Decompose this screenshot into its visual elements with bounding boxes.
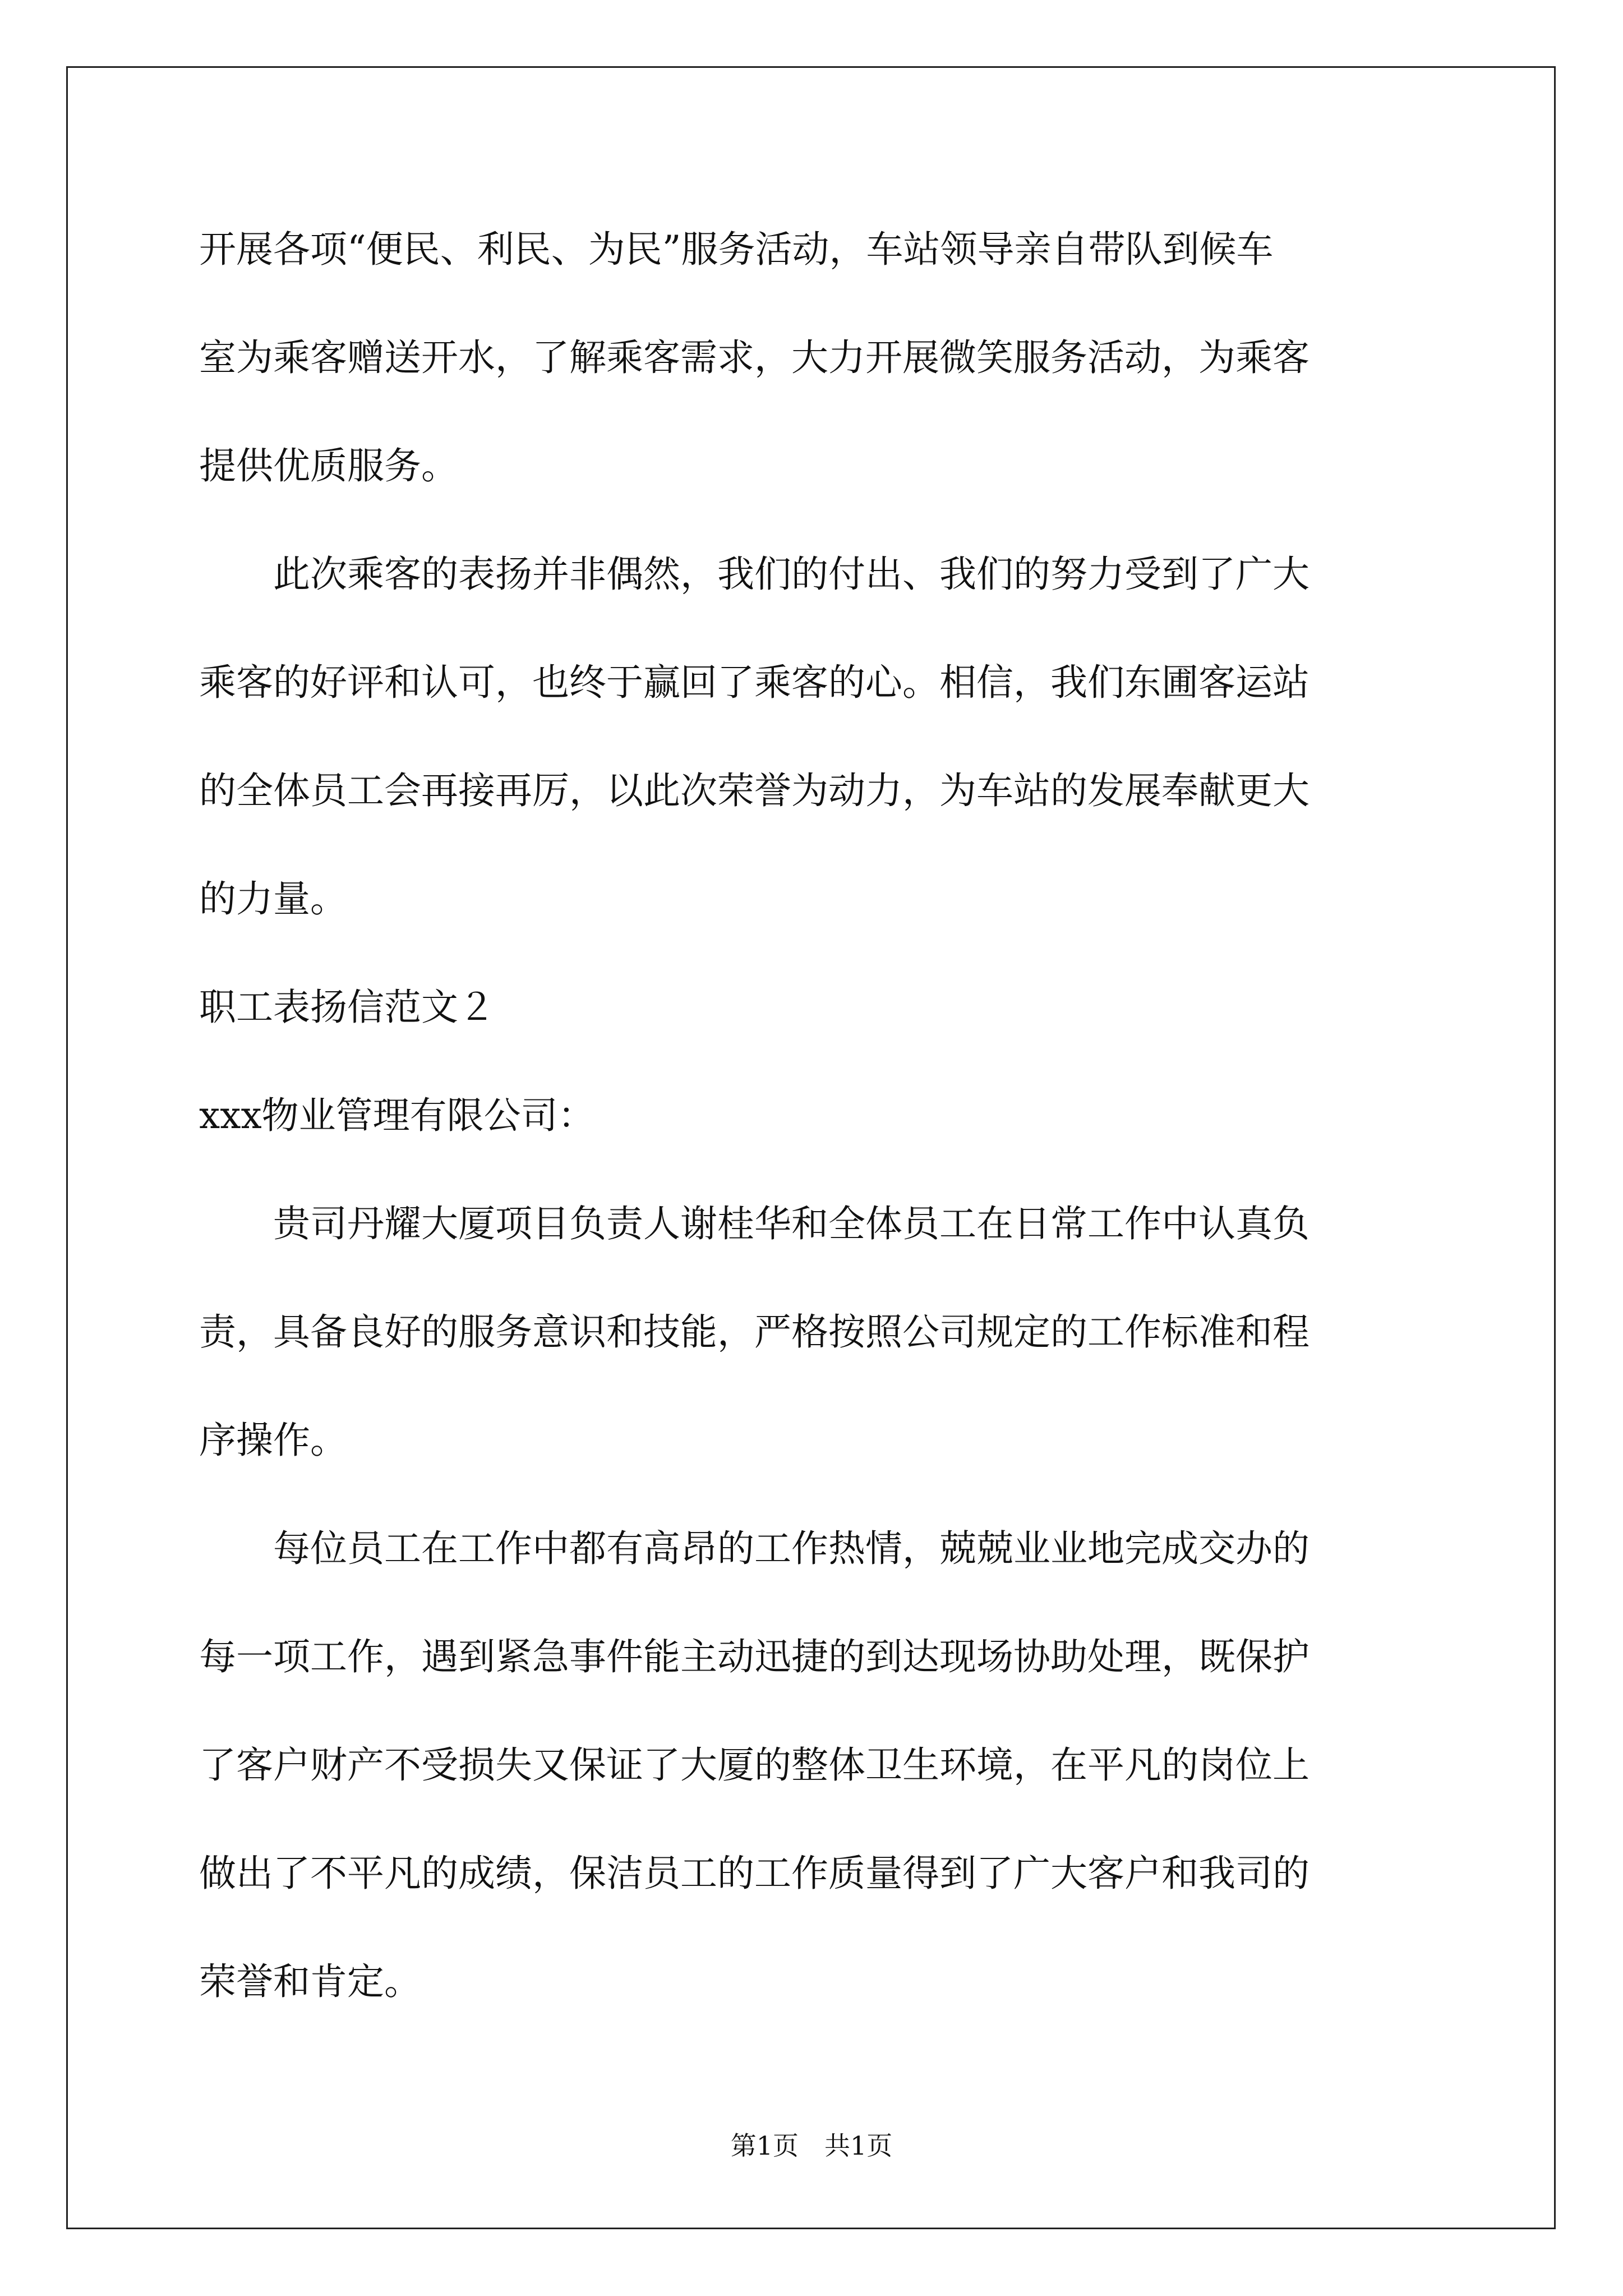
page-border (66, 66, 1556, 2229)
text-line: 做出了不平凡的成绩，保洁员工的工作质量得到了广大客户和我司的 (199, 1852, 1310, 1895)
page-number-footer: 第1页 共1页 (730, 2131, 893, 2161)
text-line: 每位员工在工作中都有高昂的工作热情，兢兢业业地完成交办的 (199, 1527, 1310, 1570)
text-line: 的全体员工会再接再厉，以此次荣誉为动力，为车站的发展奉献更大 (199, 769, 1310, 812)
text-line: 开展各项“便民、利民、为民”服务活动，车站领导亲自带队到候车 (199, 228, 1274, 271)
text-line: 室为乘客赠送开水，了解乘客需求，大力开展微笑服务活动，为乘客 (199, 336, 1310, 379)
text-line: 了客户财产不受损失又保证了大厦的整体卫生环境，在平凡的岗位上 (199, 1743, 1310, 1787)
section-heading: 职工表扬信范文２ (199, 986, 495, 1029)
salutation: xxx物业管理有限公司： (199, 1094, 595, 1137)
text-line: 序操作。 (199, 1419, 347, 1462)
text-line: 乘客的好评和认可，也终于赢回了乘客的心。相信，我们东圃客运站 (199, 661, 1310, 704)
text-line: 此次乘客的表扬并非偶然，我们的付出、我们的努力受到了广大 (199, 553, 1310, 596)
text-line: 责，具备良好的服务意识和技能，严格按照公司规定的工作标准和程 (199, 1310, 1310, 1354)
text-line: 荣誉和肯定。 (199, 1960, 421, 2003)
text-line: 每一项工作，遇到紧急事件能主动迅捷的到达现场协助处理，既保护 (199, 1635, 1310, 1678)
text-line: 提供优质服务。 (199, 444, 458, 487)
text-line: 贵司丹耀大厦项目负责人谢桂华和全体员工在日常工作中认真负 (199, 1202, 1310, 1245)
text-line: 的力量。 (199, 877, 347, 921)
